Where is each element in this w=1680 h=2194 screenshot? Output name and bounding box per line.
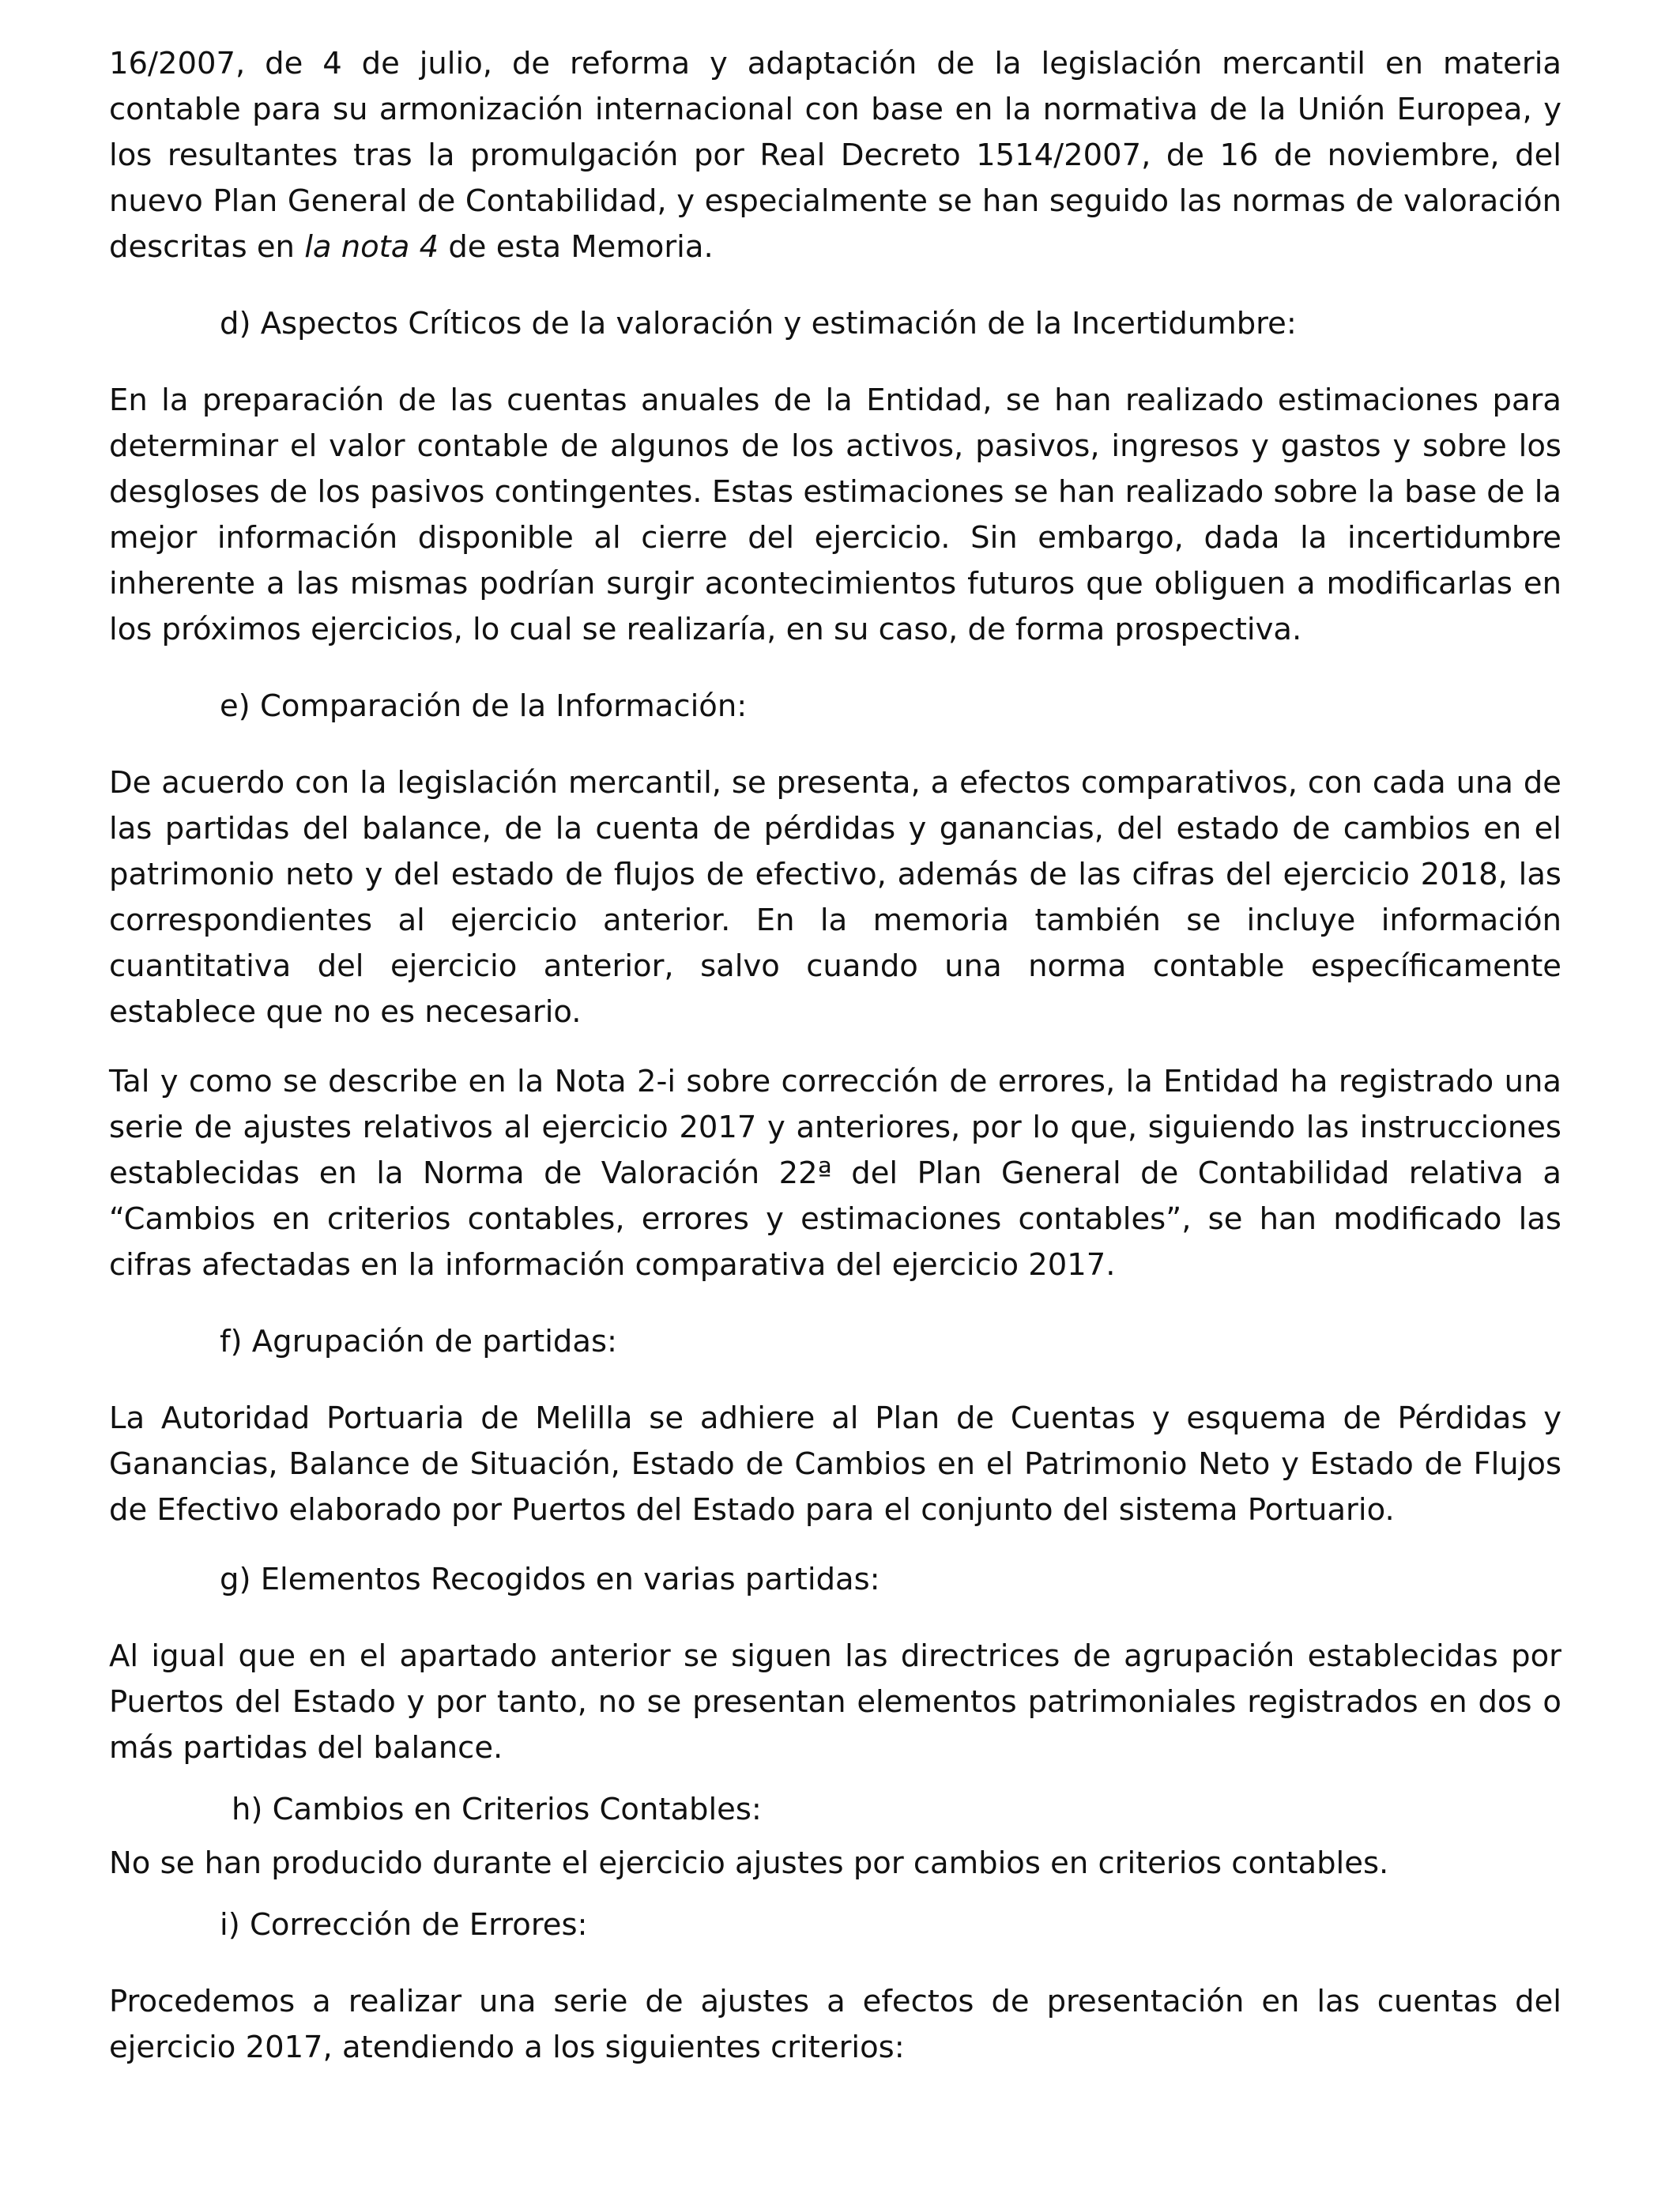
heading-e: e) Comparación de la Información: <box>220 688 748 724</box>
heading-f: f) Agrupación de partidas: <box>220 1324 617 1359</box>
paragraph-g: Al igual que en el apartado anterior se siguen las directrices de agrupación establecidas por Puertos del Estado y por tanto, no se presentan elementos patrimoniales registrados en dos o más partidas del balance. <box>109 1638 1561 1766</box>
heading-g: g) Elementos Recogidos en varias partidas: <box>220 1562 880 1597</box>
paragraph-intro-italic: la nota 4 <box>304 229 439 265</box>
paragraph-f: La Autoridad Portuaria de Melilla se adhiere al Plan de Cuentas y esquema de Pérdidas y Ganancias, Balance de Situación, Estado de Cambios en el Patrimonio Neto y Estado de Flujos de Efectivo elaborado por Puertos del Estado para el conjunto del sistema Portuario. <box>109 1400 1561 1528</box>
paragraph-d: En la preparación de las cuentas anuales de la Entidad, se han realizado estimaciones para determinar el valor contable de algunos de los activos, pasivos, ingresos y gastos y sobre los desgloses de los pasivos contingentes. Estas estimaciones se han realizado sobre la base de la mejor información disponible al cierre del ejercicio. Sin embargo, dada la incertidumbre inherente a las mismas podrían surgir acontecimientos futuros que obliguen a modificarlas en los próximos ejercicios, lo cual se realizaría, en su caso, de forma prospectiva. <box>109 383 1561 647</box>
paragraph-intro-text: 16/2007, de 4 de julio, de reforma y adaptación de la legislación mercantil en materia contable para su armonización internacional con base en la normativa de la Unión Europea, y los resultantes tras la promulgación por Real Decreto 1514/2007, de 16 de noviembre, del nuevo Plan General de Contabilidad, y especialmente se han seguido las normas de valoración descritas en <box>109 46 1561 265</box>
paragraph-e1: De acuerdo con la legislación mercantil, se presenta, a efectos comparativos, con cada una de las partidas del balance, de la cuenta de pérdidas y ganancias, del estado de cambios en el patrimonio neto y del estado de flujos de efectivo, además de las cifras del ejercicio 2018, las correspondientes al ejercicio anterior. En la memoria también se incluye información cuantitativa del ejercicio anterior, salvo cuando una norma contable específicamente establece que no es necesario. <box>109 765 1561 1030</box>
heading-i: i) Corrección de Errores: <box>220 1907 588 1943</box>
paragraph-h: No se han producido durante el ejercicio ajustes por cambios en criterios contables. <box>109 1845 1389 1881</box>
paragraph-intro-tail: de esta Memoria. <box>439 229 714 265</box>
heading-d: d) Aspectos Críticos de la valoración y estimación de la Incertidumbre: <box>220 306 1297 341</box>
document-page <box>109 41 1561 2071</box>
paragraph-i: Procedemos a realizar una serie de ajustes a efectos de presentación en las cuentas del ejercicio 2017, atendiendo a los siguientes criterios: <box>109 1984 1561 2065</box>
paragraph-e2: Tal y como se describe en la Nota 2-i sobre corrección de errores, la Entidad ha registrado una serie de ajustes relativos al ejercicio 2017 y anteriores, por lo que, siguiendo las instrucciones establecidas en la Norma de Valoración 22ª del Plan General de Contabilidad relativa a “Cambios en criterios contables, errores y estimaciones contables”, se han modificado las cifras afectadas en la información comparativa del ejercicio 2017. <box>109 1064 1561 1283</box>
paragraph-intro <box>109 41 1561 270</box>
heading-h: h) Cambios en Criterios Contables: <box>232 1792 762 1827</box>
